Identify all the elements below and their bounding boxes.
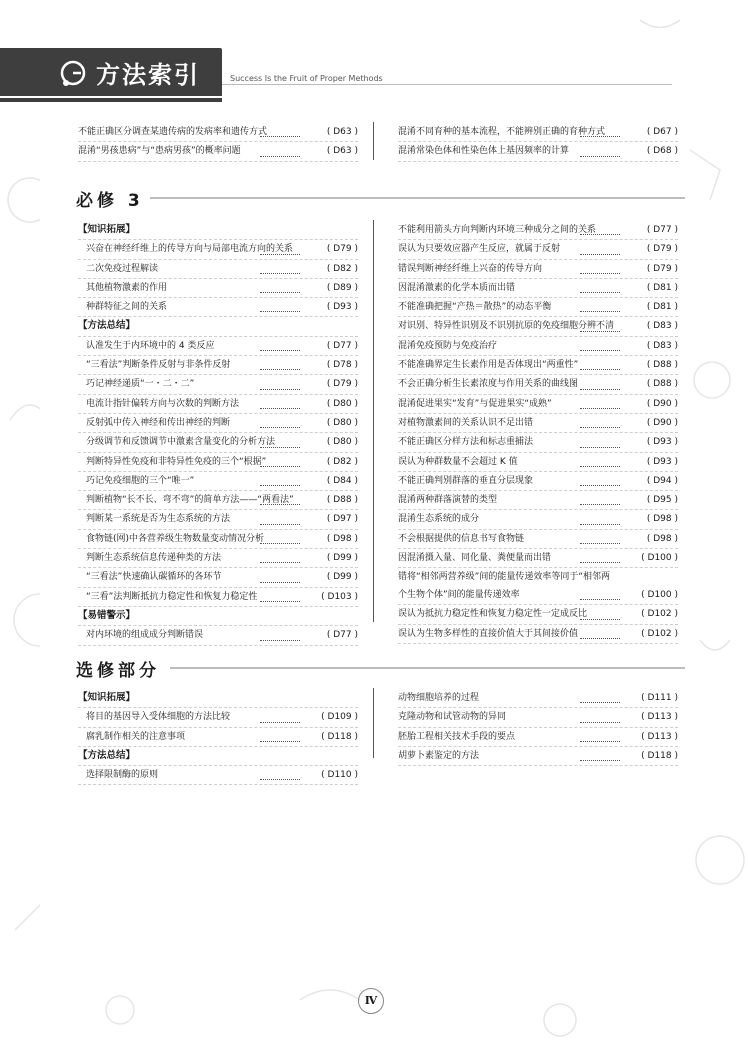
entry-page: ( D77 ) <box>326 630 358 641</box>
entry-text: 混淆常染色体和性染色体上基因频率的计算 <box>398 146 570 157</box>
page-number: Ⅳ <box>358 988 384 1014</box>
entry-text: 其他植物激素的作用 <box>86 282 168 293</box>
dot-leader <box>580 408 620 409</box>
dot-leader <box>260 427 300 428</box>
index-entry[interactable] <box>398 395 678 414</box>
entry-page: ( D100 ) <box>641 553 678 564</box>
entry-text: 不能准确把握“产热＝散热”的动态平衡 <box>398 302 552 313</box>
dot-leader <box>580 722 620 723</box>
entry-page: ( D99 ) <box>326 553 358 564</box>
entry-text: 混淆两种群落演替的类型 <box>398 495 498 506</box>
entry-page: ( D100 ) <box>641 590 678 601</box>
bixiu3-right-column <box>398 221 678 644</box>
dot-leader <box>260 408 300 409</box>
entry-text: 不会正确分析生长素浓度与作用关系的曲线图 <box>398 379 579 390</box>
index-entry[interactable] <box>78 433 358 452</box>
dot-leader <box>260 741 300 742</box>
entry-text: 混淆“男孩患病”与“患病男孩”的概率问题 <box>78 146 241 157</box>
index-entry[interactable] <box>78 530 358 549</box>
dot-leader <box>580 599 620 600</box>
entry-text: 巧记神经递质“一・二・二” <box>86 379 195 390</box>
dot-leader <box>580 524 620 525</box>
bixiu3-left-column <box>78 221 358 646</box>
index-entry[interactable] <box>78 588 358 607</box>
index-entry[interactable] <box>398 240 678 259</box>
index-entry[interactable] <box>398 491 678 510</box>
entry-text: 错将“相邻两营养级”间的能量传递效率等同于“相邻两个生物个体”间的能量传递效率 <box>398 572 610 601</box>
entry-text: 对内环境的组成成分判断错误 <box>86 630 204 641</box>
entry-page: ( D79 ) <box>646 263 678 274</box>
entry-page: ( D102 ) <box>641 609 678 620</box>
index-entry[interactable] <box>78 453 358 472</box>
entry-text: 分级调节和反馈调节中激素含量变化的分析方法 <box>86 437 276 448</box>
dot-leader <box>260 466 300 467</box>
entry-page: ( D63 ) <box>326 146 358 157</box>
entry-page: ( D103 ) <box>321 591 358 602</box>
entry-page: ( D98 ) <box>646 514 678 525</box>
dot-leader <box>580 292 620 293</box>
dot-leader <box>580 485 620 486</box>
entry-page: ( D98 ) <box>326 533 358 544</box>
column-divider <box>373 220 374 622</box>
dot-leader <box>580 254 620 255</box>
dot-leader <box>260 722 300 723</box>
entry-text: 不能正确判别群落的垂直分层现象 <box>398 475 534 486</box>
entry-text: 不能准确界定生长素作用是否体现出“两重性” <box>398 360 579 371</box>
dot-leader <box>260 136 300 137</box>
entry-page: ( D89 ) <box>326 282 358 293</box>
entry-page: ( D88 ) <box>646 379 678 390</box>
entry-page: ( D78 ) <box>326 360 358 371</box>
index-entry[interactable] <box>78 626 358 645</box>
top-right-column <box>398 123 678 162</box>
entry-text: 因混淆激素的化学本质而出错 <box>398 282 516 293</box>
dot-leader <box>260 601 300 602</box>
index-entry[interactable] <box>398 356 678 375</box>
dot-leader <box>260 504 300 505</box>
index-entry[interactable] <box>398 317 678 336</box>
entry-page: ( D98 ) <box>646 533 678 544</box>
dot-leader <box>580 562 620 563</box>
entry-page: ( D79 ) <box>646 244 678 255</box>
index-entry[interactable] <box>398 530 678 549</box>
xuanxiu-left-column <box>78 689 358 785</box>
entry-text: 胡萝卜素鉴定的方法 <box>398 750 480 761</box>
index-entry[interactable] <box>398 747 678 766</box>
entry-page: ( D113 ) <box>641 731 678 742</box>
index-entry[interactable] <box>398 414 678 433</box>
index-entry[interactable] <box>398 568 678 605</box>
dot-leader <box>580 136 620 137</box>
index-entry[interactable] <box>78 356 358 375</box>
dot-leader <box>580 702 620 703</box>
xuanxiu-right-column <box>398 689 678 766</box>
index-entry[interactable] <box>78 260 358 279</box>
entry-text: 判断植物“长不长、弯不弯”的简单方法——“两看法” <box>86 495 294 506</box>
entry-text: 混淆不同育种的基本流程，不能辨别正确的育种方式 <box>398 127 606 137</box>
dot-leader <box>260 369 300 370</box>
entry-text: 巧记免疫细胞的三个“唯一” <box>86 475 195 486</box>
entry-page: ( D88 ) <box>326 495 358 506</box>
entry-text: 二次免疫过程解读 <box>86 263 159 274</box>
index-entry[interactable] <box>78 472 358 491</box>
entry-page: ( D80 ) <box>326 398 358 409</box>
entry-text: 判断某一系统是否为生态系统的方法 <box>86 514 231 525</box>
dot-leader <box>580 504 620 505</box>
entry-text: 将目的基因导入受体细胞的方法比较 <box>86 712 231 723</box>
entry-text: 不会根据提供的信息书写食物链 <box>398 533 525 544</box>
index-entry[interactable] <box>398 337 678 356</box>
entry-page: ( D81 ) <box>646 302 678 313</box>
page-subtitle: Success Is the Fruit of Proper Methods <box>230 74 383 83</box>
entry-text: 混淆免疫预防与免疫治疗 <box>398 340 498 351</box>
entry-text: “三看法”快速确认碳循环的各环节 <box>86 572 222 583</box>
dot-leader <box>580 311 620 312</box>
index-entry[interactable] <box>78 337 358 356</box>
category-label: 【方法总结】 <box>78 317 358 336</box>
entry-text: 动物细胞培养的过程 <box>398 693 480 703</box>
entry-page: ( D95 ) <box>646 495 678 506</box>
entry-text: 选择限制酶的原则 <box>86 770 159 781</box>
index-entry[interactable] <box>398 279 678 298</box>
entry-page: ( D84 ) <box>326 475 358 486</box>
entry-text: 不能正确区分调查某遗传病的发病率和遗传方式 <box>78 127 268 137</box>
entry-page: ( D79 ) <box>326 379 358 390</box>
index-entry[interactable] <box>78 123 358 142</box>
entry-text: 混淆促进果实“发育”与促进果实“成熟” <box>398 398 552 409</box>
index-entry[interactable] <box>398 260 678 279</box>
entry-text: 判断生态系统信息传递种类的方法 <box>86 553 222 564</box>
section-rule <box>170 667 685 669</box>
entry-text: 不能正确区分样方法和标志重捕法 <box>398 437 534 448</box>
index-entry[interactable] <box>398 375 678 394</box>
category-label: 【方法总结】 <box>78 747 358 766</box>
entry-page: ( D102 ) <box>641 628 678 639</box>
entry-page: ( D99 ) <box>326 572 358 583</box>
entry-page: ( D63 ) <box>326 127 358 137</box>
dot-leader <box>580 447 620 448</box>
dot-leader <box>580 466 620 467</box>
entry-page: ( D113 ) <box>641 712 678 723</box>
entry-text: 对识别、特异性识别及不识别抗原的免疫细胞分辨不清 <box>398 321 615 332</box>
dot-leader <box>260 350 300 351</box>
entry-page: ( D83 ) <box>646 321 678 332</box>
index-entry[interactable] <box>398 453 678 472</box>
dot-leader <box>580 350 620 351</box>
index-entry[interactable] <box>78 142 358 161</box>
header-underline <box>0 98 222 102</box>
index-entry[interactable] <box>398 708 678 727</box>
page-title: 方法索引 <box>96 61 200 89</box>
entry-page: ( D82 ) <box>326 263 358 274</box>
entry-page: ( D90 ) <box>646 398 678 409</box>
entry-text: 胚胎工程相关技术手段的要点 <box>398 731 516 742</box>
entry-text: 反射弧中传入神经和传出神经的判断 <box>86 417 231 428</box>
dot-leader <box>580 427 620 428</box>
dot-leader <box>260 273 300 274</box>
dot-leader <box>260 389 300 390</box>
entry-text: 种群特征之间的关系 <box>86 302 168 313</box>
index-entry[interactable] <box>78 708 358 727</box>
index-entry[interactable] <box>398 221 678 240</box>
entry-page: ( D93 ) <box>326 302 358 313</box>
category-label: 【知识拓展】 <box>78 689 358 708</box>
dot-leader <box>580 273 620 274</box>
dot-leader <box>260 562 300 563</box>
index-entry[interactable] <box>398 728 678 747</box>
index-entry[interactable] <box>398 123 678 142</box>
entry-page: ( D68 ) <box>646 146 678 157</box>
index-entry[interactable] <box>78 510 358 529</box>
index-entry[interactable] <box>78 414 358 433</box>
entry-text: 混淆生态系统的成分 <box>398 514 480 525</box>
section-heading-xuanxiu: 选修部分 <box>76 661 160 681</box>
dot-leader <box>260 447 300 448</box>
index-entry[interactable] <box>398 142 678 161</box>
dot-leader <box>580 389 620 390</box>
dot-leader <box>580 741 620 742</box>
entry-text: 腐乳制作相关的注意事项 <box>86 731 186 742</box>
entry-page: ( D80 ) <box>326 417 358 428</box>
dot-leader <box>260 582 300 583</box>
entry-page: ( D118 ) <box>641 750 678 761</box>
entry-text: 认准发生于内环境中的 4 类反应 <box>86 340 215 351</box>
category-label: 【知识拓展】 <box>78 221 358 240</box>
entry-page: ( D77 ) <box>326 340 358 351</box>
dot-leader <box>260 156 300 157</box>
entry-page: ( D88 ) <box>646 360 678 371</box>
entry-text: 误认为抵抗力稳定性和恢复力稳定性一定成反比 <box>398 609 588 620</box>
dot-leader <box>260 311 300 312</box>
index-entry[interactable] <box>78 279 358 298</box>
dot-leader <box>580 331 620 332</box>
dot-leader <box>580 619 620 620</box>
entry-page: ( D90 ) <box>646 417 678 428</box>
dot-leader <box>260 292 300 293</box>
column-divider <box>373 122 374 160</box>
entry-text: 不能利用箭头方向判断内环境三种成分之间的关系 <box>398 225 597 235</box>
entry-page: ( D81 ) <box>646 282 678 293</box>
index-entry[interactable] <box>78 375 358 394</box>
entry-text: 判断特异性免疫和非特异性免疫的三个“根据” <box>86 456 267 467</box>
entry-page: ( D94 ) <box>646 475 678 486</box>
index-entry[interactable] <box>398 298 678 317</box>
entry-page: ( D111 ) <box>641 693 678 703</box>
entry-text: 电流计指针偏转方向与次数的判断方法 <box>86 398 240 409</box>
entry-text: 误认为种群数量不会超过 K 值 <box>398 456 518 467</box>
entry-page: ( D118 ) <box>321 731 358 742</box>
entry-page: ( D67 ) <box>646 127 678 137</box>
dot-leader <box>260 254 300 255</box>
category-label: 【易错警示】 <box>78 607 358 626</box>
index-entry[interactable] <box>398 625 678 644</box>
dot-leader <box>580 369 620 370</box>
index-entry[interactable] <box>78 298 358 317</box>
entry-text: 克隆动物和试管动物的异同 <box>398 712 507 723</box>
entry-text: “三看法”判断条件反射与非条件反射 <box>86 360 231 371</box>
index-entry[interactable] <box>78 766 358 785</box>
dot-leader <box>260 640 300 641</box>
index-entry[interactable] <box>398 605 678 624</box>
entry-page: ( D82 ) <box>326 456 358 467</box>
column-divider <box>373 688 374 758</box>
header-rule <box>222 84 672 85</box>
entry-page: ( D83 ) <box>646 340 678 351</box>
index-entry[interactable] <box>78 549 358 568</box>
dot-leader <box>580 543 620 544</box>
dot-leader <box>260 524 300 525</box>
index-entry[interactable] <box>398 472 678 491</box>
dot-leader <box>580 760 620 761</box>
index-entry[interactable] <box>78 568 358 587</box>
dot-leader <box>260 779 300 780</box>
entry-page: ( D80 ) <box>326 437 358 448</box>
entry-text: “三看”法判断抵抗力稳定性和恢复力稳定性 <box>86 591 258 602</box>
entry-text: 兴奋在神经纤维上的传导方向与局部电流方向的关系 <box>86 244 294 255</box>
entry-page: ( D77 ) <box>646 225 678 235</box>
entry-text: 因混淆摄入量、同化量、粪便量而出错 <box>398 553 552 564</box>
index-entry[interactable] <box>398 433 678 452</box>
entry-text: 误认为只要效应器产生反应，就属于反射 <box>398 244 561 255</box>
method-logo-icon <box>58 58 88 88</box>
entry-text: 食物链(网)中各营养级生物数量变动情况分析 <box>86 533 265 544</box>
index-entry[interactable] <box>78 240 358 259</box>
dot-leader <box>580 638 620 639</box>
entry-text: 错误判断神经纤维上兴奋的传导方向 <box>398 263 543 274</box>
entry-text: 对植物激素间的关系认识不足出错 <box>398 417 534 428</box>
index-entry[interactable] <box>398 549 678 568</box>
index-entry[interactable] <box>78 395 358 414</box>
index-entry[interactable] <box>78 491 358 510</box>
top-left-column <box>78 123 358 162</box>
entry-page: ( D97 ) <box>326 514 358 525</box>
entry-page: ( D79 ) <box>326 244 358 255</box>
dot-leader <box>580 156 620 157</box>
entry-text: 误认为生物多样性的直接价值大于其间接价值 <box>398 628 579 639</box>
entry-page: ( D93 ) <box>646 437 678 448</box>
index-entry[interactable] <box>398 510 678 529</box>
entry-page: ( D110 ) <box>321 770 358 781</box>
dot-leader <box>260 485 300 486</box>
page-header <box>0 48 750 106</box>
dot-leader <box>260 543 300 544</box>
section-rule <box>150 197 685 199</box>
entry-page: ( D109 ) <box>321 712 358 723</box>
index-entry[interactable] <box>78 728 358 747</box>
section-heading-bixiu3: 必修 3 <box>76 191 144 211</box>
entry-page: ( D93 ) <box>646 456 678 467</box>
dot-leader <box>580 234 620 235</box>
index-entry[interactable] <box>398 689 678 708</box>
